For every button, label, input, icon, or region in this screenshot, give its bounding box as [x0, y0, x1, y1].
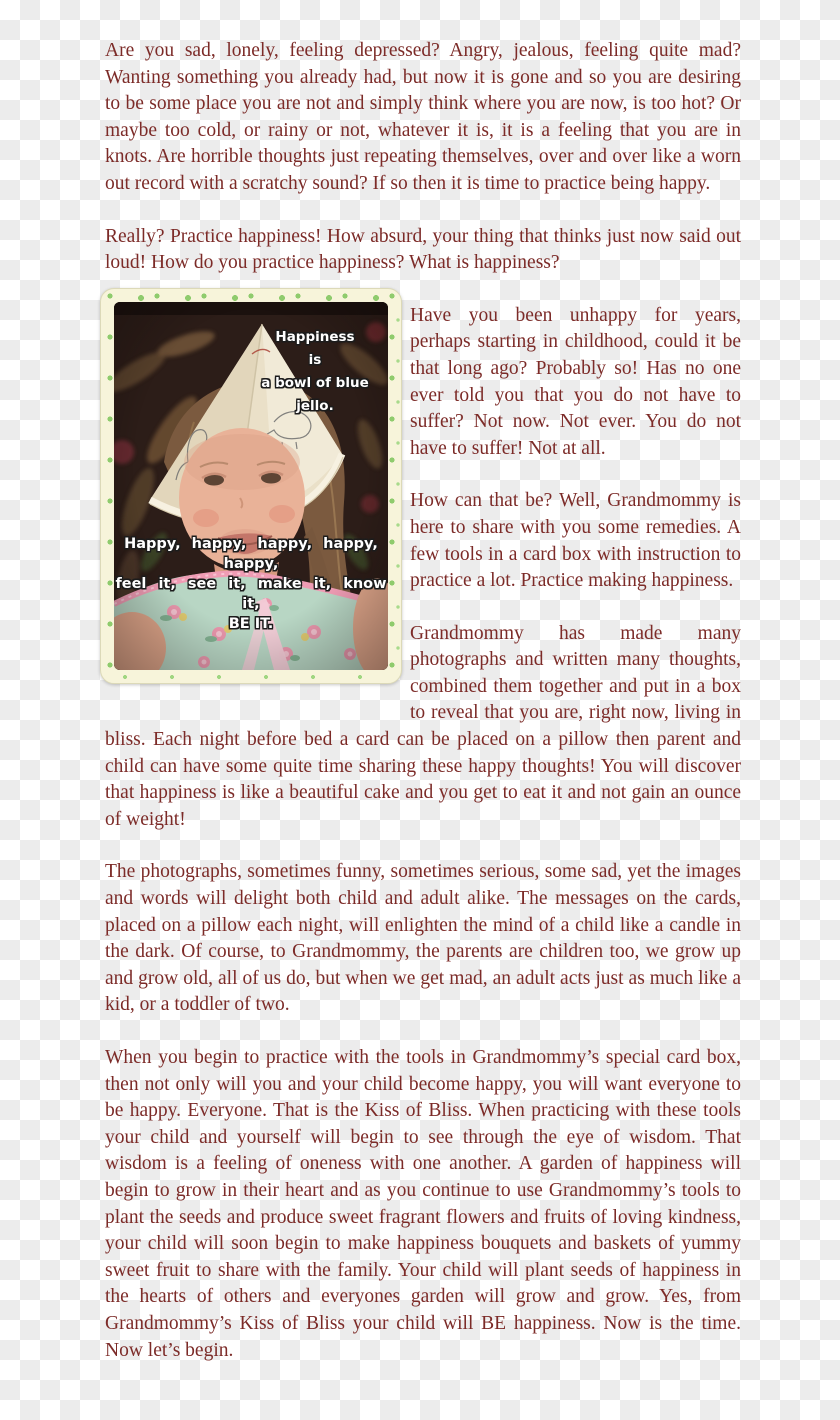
paragraph-unhappy-years: Have you been unhappy for years, perhaps starting in childhood, could it be that long ago? Probably so! Has no one ever told you that you do not have to suffer? Not now. Not ever. You do not have to suffer! Not at all. — [410, 304, 741, 459]
photo-card — [100, 288, 402, 684]
paragraph-kiss-of-bliss: When you begin to practice with the tools in Grandmommy’s special card box, then not only will you and your child become happy, you will want everyone to be happy. Everyone. That is the Kiss of Bliss. When practicing with these tools your child and yourself will begin to see through the eye of wisdom. That wisdom is a feeling of oneness with one another. A garden of happiness will begin to grow in their heart and as you continue to use Grandmommy’s tools to plant the seeds and produce sweet fragrant flowers and fruits of loving kindness, your child will soon begin to make happiness bouquets and baskets of yummy sweet fruit to share with the family. Your child will plant seeds of happiness in the hearts of others and everyones garden will grow and grow. Yes, from Grandmommy’s Kiss of Bliss your child will BE happiness. Now is the time. Now let’s begin. — [105, 1047, 741, 1361]
photo-caption-top — [248, 326, 382, 418]
caption-top-line-1: Happiness — [275, 328, 355, 345]
caption-bottom-line-1: Happy, happy, happy, happy, happy, — [124, 535, 378, 572]
caption-top-line-3: a bowl of blue jello. — [261, 374, 369, 414]
caption-bottom-line-3: BE IT. — [228, 615, 274, 632]
caption-top-line-2: is — [308, 351, 322, 368]
caption-bottom-line-2: feel it, see it, make it, know it, — [115, 575, 387, 612]
paragraph-intro: Are you sad, lonely, feeling depressed? Angry, jealous, feeling quite mad? Wanting something you already had, but now it is gone and so you are desiring to be some place you are not and simply think where you are now, is too hot? Or maybe too cold, or rainy or not, whatever it is, it is a feeling that you are in knots. Are horrible thoughts just repeating themselves, over and over like a worn out record with a scratchy sound? If so then it is time to practice being happy. — [105, 40, 741, 194]
paragraph-how-can-that-be: How can that be? Well, Grandmommy is here to share with you some remedies. A few tools in a card box with instruction to practice a lot. Practice making happiness. — [410, 490, 741, 592]
photo-caption-bottom — [114, 534, 388, 634]
paragraph-grandmommy-box: Grandmommy has made many photographs and written many thoughts, combined them together and put in a box to reveal that you are, right now, living in bliss. Each night before bed a card can be placed on a pillow then parent and child can have some quite time sharing these happy thoughts! You will discover that happiness is like a beautiful cake and you get to eat it and not gain an ounce of weight! — [105, 622, 741, 830]
paragraph-photographs: The photographs, sometimes funny, sometimes serious, some sad, yet the images and words will delight both child and adult alike. The messages on the cards, placed on a pillow each night, will enlighten the mind of a child like a candle in the dark. Of course, to Grandmommy, the parents are children too, we grow up and grow old, all of us do, but when we get mad, an adult acts just as much like a kid, or a toddler of two. — [105, 861, 741, 1016]
paragraph-really: Really? Practice happiness! How absurd, your thing that thinks just now said out loud! How do you practice happiness? What is happiness? — [105, 225, 741, 274]
document-text-column — [105, 38, 741, 1364]
photo-frame-inner — [114, 302, 388, 670]
